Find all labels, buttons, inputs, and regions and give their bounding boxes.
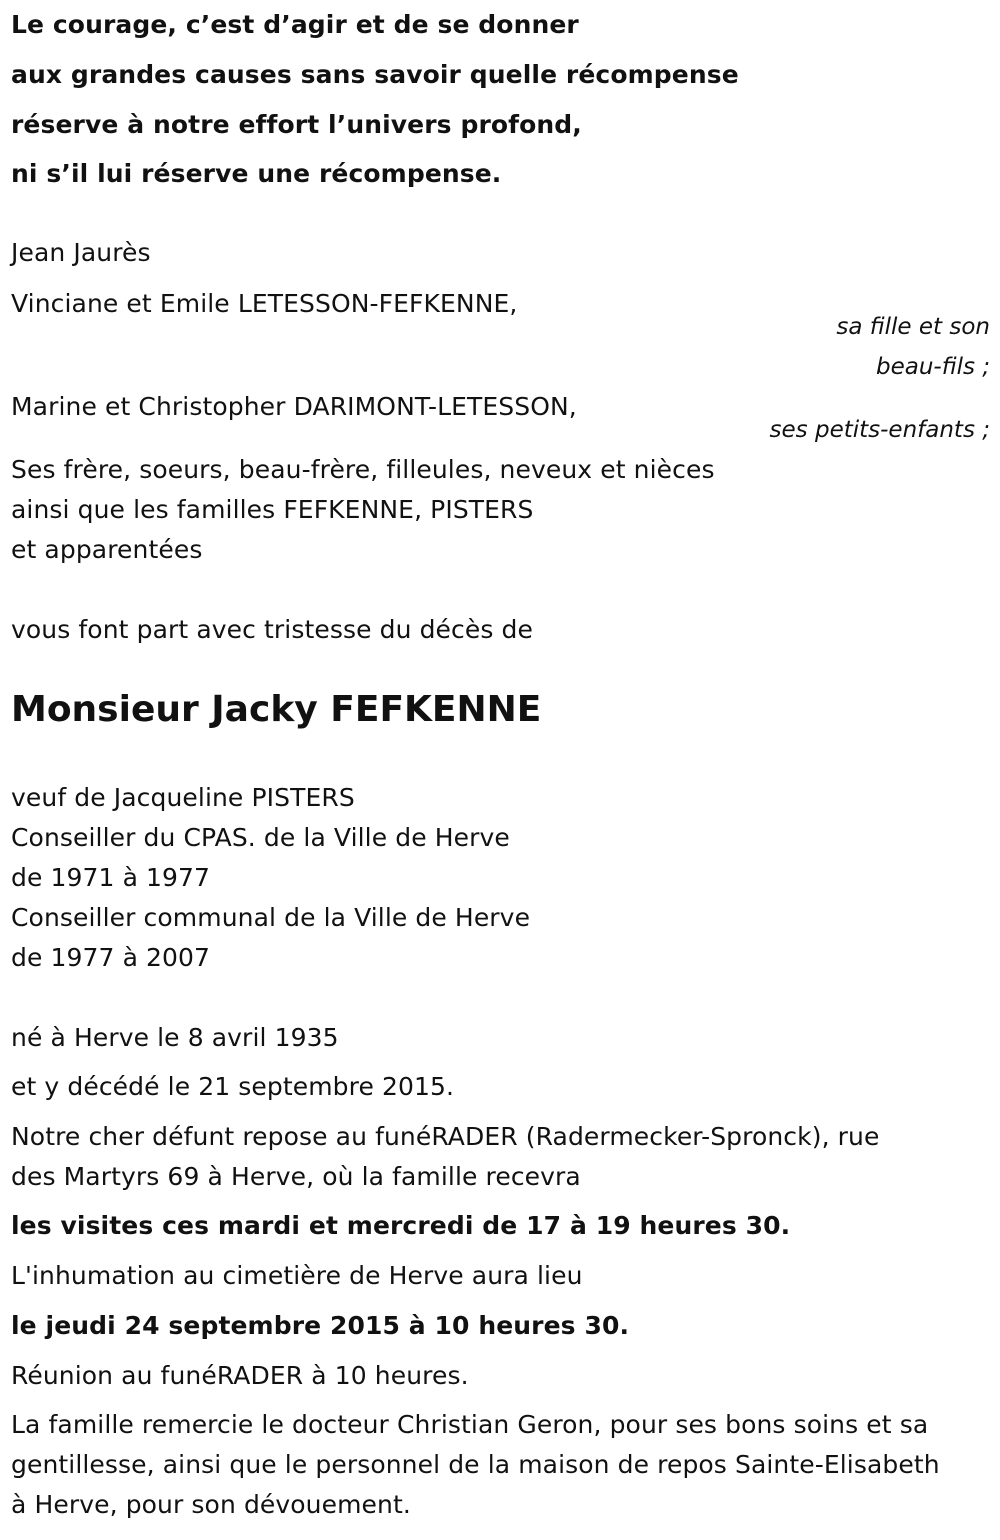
quote-line-2: aux grandes causes sans savoir quelle récompense xyxy=(11,60,739,89)
family-others-2: ainsi que les familles FEFKENNE, PISTERS xyxy=(11,495,534,524)
thanks-line-3: à Herve, pour son dévouement. xyxy=(11,1490,411,1519)
repose-line-1: Notre cher défunt repose au funéRADER (Radermecker-Spronck), rue xyxy=(11,1122,880,1151)
deceased-detail-2: Conseiller du CPAS. de la Ville de Herve xyxy=(11,823,510,852)
daughter-relation-2: beau-fils ; xyxy=(875,354,990,380)
deceased-name: Monsieur Jacky FEFKENNE xyxy=(11,689,542,730)
quote-line-3: réserve à notre effort l’univers profond, xyxy=(11,110,582,139)
quote-author: Jean Jaurès xyxy=(11,238,151,267)
burial-intro: L'inhumation au cimetière de Herve aura lieu xyxy=(11,1261,583,1290)
deceased-detail-3: de 1971 à 1977 xyxy=(11,863,211,892)
family-others-1: Ses frère, soeurs, beau-frère, filleules, neveux et nièces xyxy=(11,455,715,484)
deceased-detail-1: veuf de Jacqueline PISTERS xyxy=(11,783,355,812)
family-daughter: Vinciane et Emile LETESSON-FEFKENNE, xyxy=(11,289,518,318)
burial-date: le jeudi 24 septembre 2015 à 10 heures 30. xyxy=(11,1311,630,1340)
death-info: et y décédé le 21 septembre 2015. xyxy=(11,1072,455,1101)
visits-info: les visites ces mardi et mercredi de 17 à 19 heures 30. xyxy=(11,1211,791,1240)
thanks-line-1: La famille remercie le docteur Christian Geron, pour ses bons soins et sa xyxy=(11,1410,929,1439)
family-others-3: et apparentées xyxy=(11,535,203,564)
quote-line-1: Le courage, c’est d’agir et de se donner xyxy=(11,10,579,39)
birth-info: né à Herve le 8 avril 1935 xyxy=(11,1023,339,1052)
meeting-info: Réunion au funéRADER à 10 heures. xyxy=(11,1361,469,1390)
thanks-line-2: gentillesse, ainsi que le personnel de la maison de repos Sainte-Elisabeth xyxy=(11,1450,940,1479)
daughter-relation-1: sa fille et son xyxy=(836,314,990,340)
grandchildren-relation: ses petits-enfants ; xyxy=(769,417,990,443)
announcement: vous font part avec tristesse du décès de xyxy=(11,615,533,644)
repose-line-2: des Martyrs 69 à Herve, où la famille recevra xyxy=(11,1162,581,1191)
deceased-detail-5: de 1977 à 2007 xyxy=(11,943,211,972)
family-grandchildren: Marine et Christopher DARIMONT-LETESSON, xyxy=(11,392,577,421)
deceased-detail-4: Conseiller communal de la Ville de Herve xyxy=(11,903,531,932)
quote-line-4: ni s’il lui réserve une récompense. xyxy=(11,159,502,188)
